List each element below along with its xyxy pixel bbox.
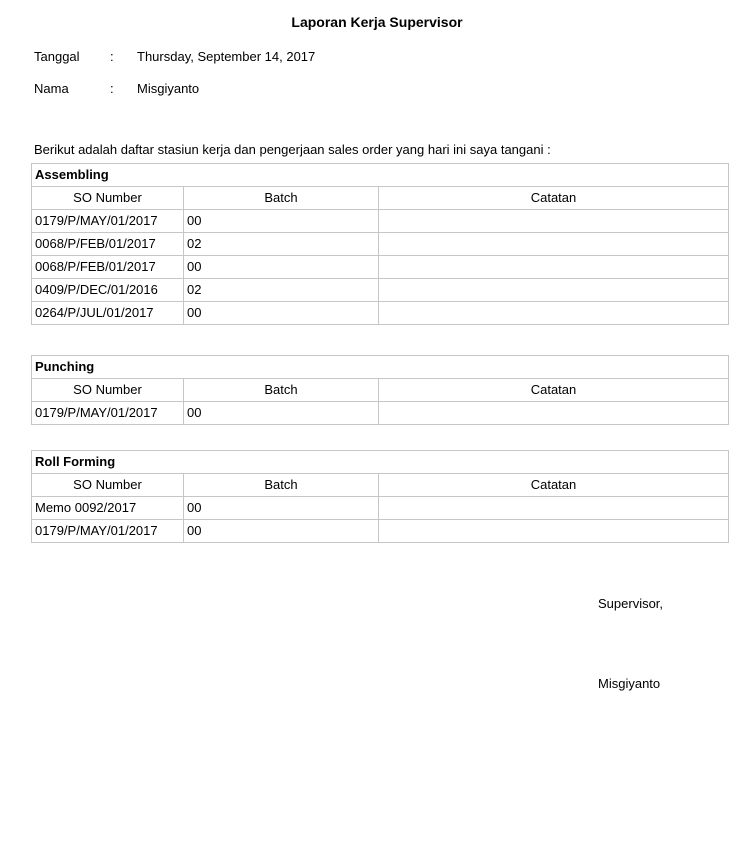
column-header-so-number: SO Number [32,379,184,402]
table-row [32,233,729,256]
name-value: Misgiyanto [137,81,200,96]
column-header-batch: Batch [184,379,379,402]
column-header-batch: Batch [184,474,379,497]
column-header-so-number: SO Number [32,187,184,210]
batch-cell: 00 [184,402,379,425]
notes-cell [379,497,729,520]
station-section-assembling [31,163,729,325]
notes-cell [379,256,729,279]
column-header-so-number: SO Number [32,474,184,497]
column-header-notes: Catatan [379,187,729,210]
batch-cell: 00 [184,497,379,520]
notes-cell [379,233,729,256]
date-label: Tanggal [34,49,80,64]
batch-cell: 02 [184,279,379,302]
batch-cell: 00 [184,256,379,279]
so-number-cell: Memo 0092/2017 [32,497,184,520]
so-number-cell: 0068/P/FEB/01/2017 [32,233,184,256]
table-row [32,520,729,543]
signature-role: Supervisor, [598,596,664,611]
notes-cell [379,302,729,325]
notes-cell [379,520,729,543]
station-section-roll-forming [31,450,729,543]
table-row [32,302,729,325]
notes-cell [379,402,729,425]
station-table [31,450,729,543]
so-number-cell: 0068/P/FEB/01/2017 [32,256,184,279]
batch-cell: 00 [184,520,379,543]
so-number-cell: 0264/P/JUL/01/2017 [32,302,184,325]
intro-text: Berikut adalah daftar stasiun kerja dan pengerjaan sales order yang hari ini saya tangani : [34,142,551,157]
table-row [32,497,729,520]
column-header-notes: Catatan [379,474,729,497]
batch-cell: 00 [184,302,379,325]
signature-name: Misgiyanto [598,676,661,691]
batch-cell: 02 [184,233,379,256]
table-row [32,256,729,279]
column-header-notes: Catatan [379,379,729,402]
so-number-cell: 0179/P/MAY/01/2017 [32,210,184,233]
name-separator: : [110,81,114,96]
date-value: Thursday, September 14, 2017 [137,49,316,64]
so-number-cell: 0179/P/MAY/01/2017 [32,402,184,425]
column-header-batch: Batch [184,187,379,210]
date-separator: : [110,49,114,64]
notes-cell [379,210,729,233]
station-name: Punching [32,356,729,379]
table-row [32,279,729,302]
station-table [31,355,729,425]
so-number-cell: 0179/P/MAY/01/2017 [32,520,184,543]
station-table [31,163,729,325]
table-row [32,210,729,233]
batch-cell: 00 [184,210,379,233]
station-section-punching [31,355,729,425]
so-number-cell: 0409/P/DEC/01/2016 [32,279,184,302]
notes-cell [379,279,729,302]
station-name: Roll Forming [32,451,729,474]
table-row [32,402,729,425]
name-label: Nama [34,81,69,96]
page-title: Laporan Kerja Supervisor [291,14,463,30]
station-name: Assembling [32,164,729,187]
